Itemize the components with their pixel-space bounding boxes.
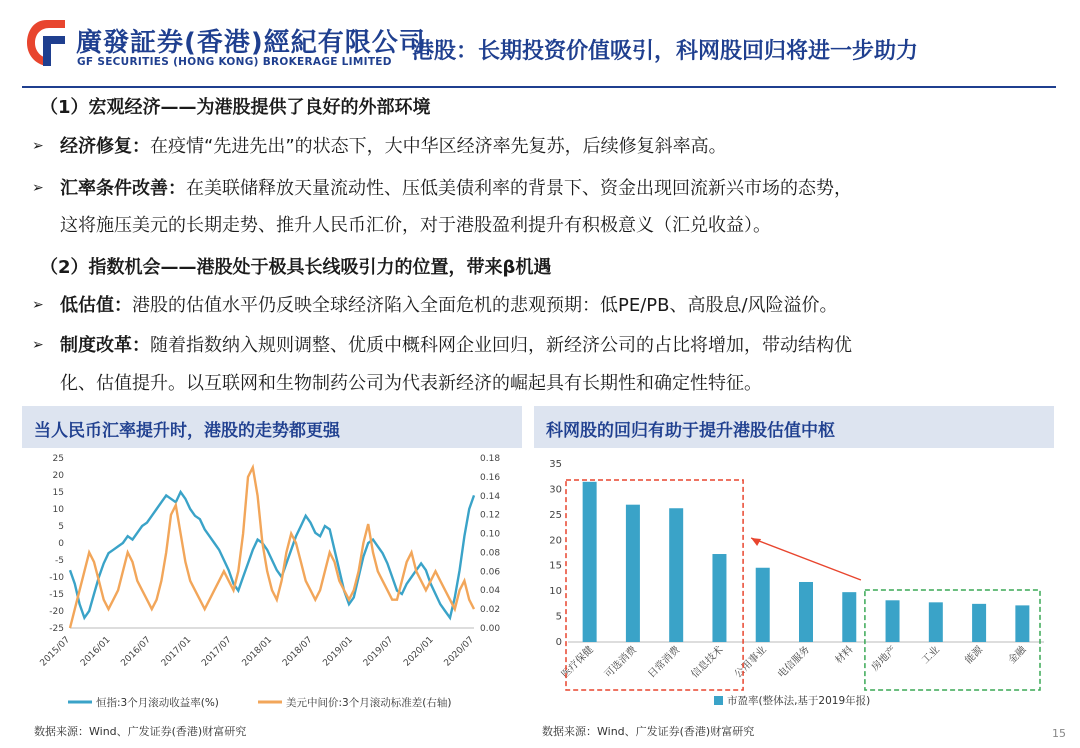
x-tick-label: 房地产 bbox=[869, 644, 899, 674]
x-tick-label: 2018/01 bbox=[240, 635, 275, 669]
y-right-tick-label: 0.00 bbox=[480, 624, 501, 634]
bullet-keyword: 低估值： bbox=[60, 295, 132, 316]
y-left-tick-label: -20 bbox=[49, 607, 64, 617]
chart-title-bar bbox=[534, 406, 1054, 448]
x-tick-label: 医疗保健 bbox=[559, 644, 596, 681]
header-divider bbox=[22, 86, 1056, 88]
line-chart bbox=[22, 450, 522, 718]
page-title: 港股：长期投资价值吸引，科网股回归将进一步助力 bbox=[412, 39, 919, 64]
page-number: 15 bbox=[1052, 727, 1066, 740]
section-heading-macro: （1）宏观经济——为港股提供了良好的外部环境 bbox=[40, 97, 431, 118]
bullet-arrow-icon: ➢ bbox=[32, 138, 44, 154]
x-tick-label: 可选消费 bbox=[602, 644, 640, 681]
company-name-cn: 廣發証券(香港)經紀有限公司 bbox=[76, 28, 426, 58]
x-tick-label: 2019/01 bbox=[321, 635, 355, 669]
y-right-tick-label: 0.10 bbox=[480, 529, 501, 540]
bullet-text: 在疫情“先进先出”的状态下，大中华区经济率先复苏，后续修复斜率高。 bbox=[150, 136, 727, 157]
y-left-tick-label: -15 bbox=[49, 590, 64, 600]
y-right-tick-label: 0.02 bbox=[480, 605, 501, 616]
chart-source: 数据来源：Wind、广发证券(香港)财富研究 bbox=[542, 725, 755, 738]
y-left-tick-label: 20 bbox=[52, 471, 64, 481]
x-tick-label: 2020/07 bbox=[442, 635, 477, 669]
x-tick-label: 2016/01 bbox=[79, 635, 113, 669]
bullet-arrow-icon: ➢ bbox=[32, 180, 44, 196]
y-right-tick-label: 0.04 bbox=[480, 586, 501, 597]
x-tick-label: 工业 bbox=[920, 644, 942, 667]
chart-panel-right bbox=[534, 406, 1054, 736]
x-tick-label: 2016/07 bbox=[119, 635, 153, 669]
x-tick-label: 2020/01 bbox=[402, 635, 436, 669]
y-tick-label: 10 bbox=[549, 586, 562, 598]
series-line-0 bbox=[70, 492, 474, 618]
y-left-tick-label: -5 bbox=[55, 556, 64, 566]
series-line-1 bbox=[70, 467, 474, 628]
y-tick-label: 30 bbox=[549, 484, 562, 496]
legend-label-0: 恒指:3个月滚动收益率(%) bbox=[96, 697, 219, 709]
x-tick-label: 日常消费 bbox=[646, 644, 683, 681]
y-left-tick-label: 10 bbox=[52, 505, 64, 515]
x-tick-label: 信息技术 bbox=[689, 644, 726, 681]
legend-swatch bbox=[714, 696, 723, 705]
legend-label: 市盈率(整体法,基于2019年报) bbox=[727, 695, 871, 707]
bullet-arrow-icon: ➢ bbox=[32, 337, 44, 353]
bar-5 bbox=[799, 582, 813, 642]
y-right-tick-label: 0.16 bbox=[480, 472, 501, 483]
x-tick-label: 材料 bbox=[833, 644, 856, 667]
bullet-text: 随着指数纳入规则调整、优质中概科网企业回归，新经济公司的占比将增加，带动结构优 bbox=[150, 335, 852, 356]
bullet-fx-cont: 这将施压美元的长期走势、推升人民币汇价，对于港股盈利提升有积极意义（汇兑收益）。 bbox=[60, 215, 771, 236]
chart-panel-left bbox=[22, 406, 522, 736]
x-tick-label: 2017/01 bbox=[159, 635, 194, 669]
y-tick-label: 25 bbox=[549, 509, 562, 521]
bar-9 bbox=[972, 604, 986, 642]
y-tick-label: 35 bbox=[549, 459, 562, 470]
y-tick-label: 20 bbox=[549, 535, 562, 547]
bar-chart bbox=[534, 450, 1054, 718]
bar-10 bbox=[1015, 605, 1029, 642]
bar-3 bbox=[712, 554, 726, 642]
x-tick-label: 2017/07 bbox=[200, 635, 234, 669]
bullet-reform-cont: 化、估值提升。以互联网和生物制药公司为代表新经济的崛起具有长期性和确定性特征。 bbox=[60, 373, 762, 394]
bullet-fx bbox=[60, 177, 852, 201]
x-tick-label: 2018/07 bbox=[281, 635, 315, 669]
y-right-tick-label: 0.12 bbox=[480, 510, 501, 521]
bar-2 bbox=[669, 508, 683, 642]
bullet-valuation bbox=[60, 294, 838, 318]
bullet-keyword: 制度改革： bbox=[60, 335, 150, 356]
chart-title: 科网股的回归有助于提升港股估值中枢 bbox=[546, 421, 835, 441]
x-tick-label: 能源 bbox=[963, 644, 986, 667]
section-heading-index: （2）指数机会——港股处于极具长线吸引力的位置，带来β机遇 bbox=[40, 257, 552, 278]
bar-4 bbox=[756, 568, 770, 642]
x-tick-label: 2019/07 bbox=[361, 635, 396, 669]
bullet-arrow-icon: ➢ bbox=[32, 297, 44, 313]
gf-logo-icon bbox=[25, 18, 69, 68]
page-header bbox=[0, 0, 1080, 84]
y-left-tick-label: -10 bbox=[49, 573, 64, 583]
x-tick-label: 2015/07 bbox=[38, 635, 73, 669]
x-tick-label: 公用事业 bbox=[732, 644, 769, 681]
chart-title: 当人民币汇率提升时，港股的走势都更强 bbox=[34, 421, 340, 441]
x-tick-label: 金融 bbox=[1006, 644, 1029, 667]
legend-label-1: 美元中间价:3个月滚动标准差(右轴) bbox=[286, 697, 452, 709]
bar-6 bbox=[842, 592, 856, 642]
y-left-tick-label: -25 bbox=[49, 624, 64, 634]
y-tick-label: 5 bbox=[555, 611, 562, 623]
y-right-tick-label: 0.18 bbox=[480, 454, 501, 464]
y-tick-label: 0 bbox=[555, 637, 562, 648]
y-left-tick-label: 25 bbox=[52, 454, 64, 464]
y-tick-label: 15 bbox=[549, 560, 562, 572]
bullet-keyword: 经济修复： bbox=[60, 136, 150, 157]
y-left-tick-label: 5 bbox=[58, 522, 64, 532]
chart-source: 数据来源：Wind、广发证券(香港)财富研究 bbox=[34, 725, 247, 738]
company-name-en: GF SECURITIES (HONG KONG) BROKERAGE LIMITED bbox=[77, 56, 392, 68]
y-right-tick-label: 0.06 bbox=[480, 567, 501, 578]
bar-8 bbox=[929, 602, 943, 642]
y-left-tick-label: 0 bbox=[58, 539, 64, 549]
bar-7 bbox=[886, 600, 900, 642]
bullet-text: 在美联储释放天量流动性、压低美债利率的背景下、资金出现回流新兴市场的态势， bbox=[186, 178, 852, 199]
x-tick-label: 电信服务 bbox=[776, 644, 813, 681]
bullet-economy bbox=[60, 135, 727, 159]
y-left-tick-label: 15 bbox=[52, 488, 64, 498]
bullet-reform bbox=[60, 334, 852, 358]
bullet-keyword: 汇率条件改善： bbox=[60, 178, 186, 199]
y-right-tick-label: 0.14 bbox=[480, 491, 501, 502]
bullet-text: 港股的估值水平仍反映全球经济陷入全面危机的悲观预期：低PE/PB、高股息/风险溢价。 bbox=[132, 295, 838, 316]
y-right-tick-label: 0.08 bbox=[480, 548, 501, 559]
chart-title-bar bbox=[22, 406, 522, 448]
bar-0 bbox=[583, 482, 597, 642]
bar-1 bbox=[626, 505, 640, 642]
